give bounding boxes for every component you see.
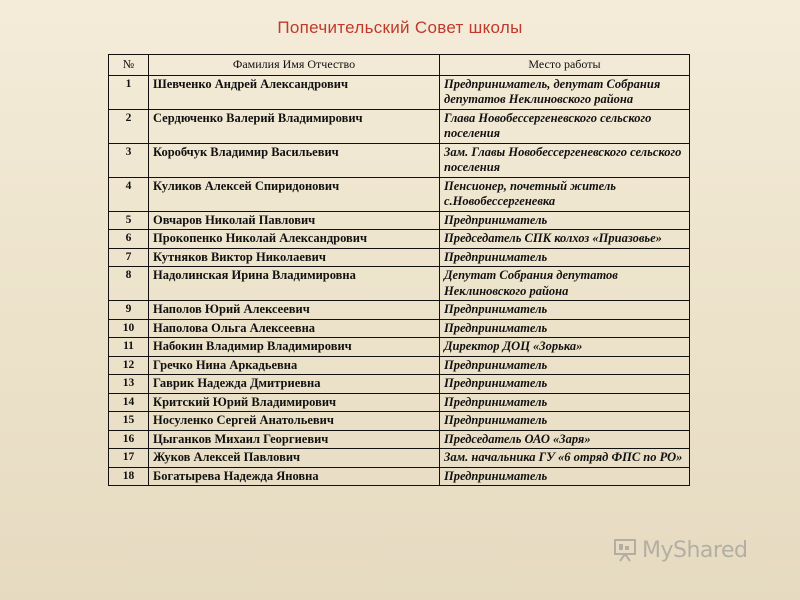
row-number: 8 <box>109 267 149 301</box>
header-workplace: Место работы <box>440 55 690 76</box>
table-row <box>109 375 690 394</box>
table-row <box>109 211 690 230</box>
row-number: 9 <box>109 301 149 320</box>
header-full-name: Фамилия Имя Отчество <box>149 55 440 76</box>
table-row <box>109 467 690 486</box>
row-number: 11 <box>109 338 149 357</box>
row-number: 15 <box>109 412 149 431</box>
row-workplace: Предприниматель <box>440 412 690 431</box>
row-workplace: Председатель ОАО «Заря» <box>440 430 690 449</box>
table-row <box>109 267 690 301</box>
row-full-name: Богатырева Надежда Яновна <box>149 467 440 486</box>
table-row <box>109 230 690 249</box>
row-workplace: Предприниматель <box>440 356 690 375</box>
row-number: 12 <box>109 356 149 375</box>
table-header-row <box>109 55 690 76</box>
row-number: 16 <box>109 430 149 449</box>
watermark-text: MyShared <box>642 537 748 563</box>
row-full-name: Жуков Алексей Павлович <box>149 449 440 468</box>
row-number: 10 <box>109 319 149 338</box>
row-full-name: Надолинская Ирина Владимировна <box>149 267 440 301</box>
row-full-name: Куликов Алексей Спиридонович <box>149 177 440 211</box>
myshared-watermark <box>612 537 747 563</box>
header-number: № <box>109 55 149 76</box>
row-workplace: Предприниматель <box>440 211 690 230</box>
row-full-name: Коробчук Владимир Васильевич <box>149 143 440 177</box>
row-full-name: Гаврик Надежда Дмитриевна <box>149 375 440 394</box>
row-full-name: Прокопенко Николай Александрович <box>149 230 440 249</box>
row-workplace: Предприниматель <box>440 319 690 338</box>
table-row <box>109 449 690 468</box>
row-full-name: Цыганков Михаил Георгиевич <box>149 430 440 449</box>
row-workplace: Предприниматель <box>440 301 690 320</box>
trustees-table <box>108 54 690 486</box>
row-number: 4 <box>109 177 149 211</box>
row-number: 14 <box>109 393 149 412</box>
row-workplace: Зам. начальника ГУ «6 отряд ФПС по РО» <box>440 449 690 468</box>
row-full-name: Кутняков Виктор Николаевич <box>149 248 440 267</box>
row-number: 2 <box>109 109 149 143</box>
table-row <box>109 248 690 267</box>
row-workplace: Предприниматель <box>440 393 690 412</box>
row-number: 5 <box>109 211 149 230</box>
row-workplace: Предприниматель <box>440 248 690 267</box>
table-row <box>109 412 690 431</box>
table-row <box>109 319 690 338</box>
row-number: 1 <box>109 75 149 109</box>
row-full-name: Носуленко Сергей Анатольевич <box>149 412 440 431</box>
row-full-name: Наполов Юрий Алексеевич <box>149 301 440 320</box>
row-workplace: Предприниматель <box>440 375 690 394</box>
row-number: 13 <box>109 375 149 394</box>
row-number: 6 <box>109 230 149 249</box>
row-full-name: Наполова Ольга Алексеевна <box>149 319 440 338</box>
row-workplace: Депутат Собрания депутатов Неклиновского района <box>440 267 690 301</box>
page-title: Попечительский Совет школы <box>277 18 523 37</box>
row-full-name: Набокин Владимир Владимирович <box>149 338 440 357</box>
row-number: 18 <box>109 467 149 486</box>
row-workplace: Предприниматель <box>440 467 690 486</box>
row-full-name: Сердюченко Валерий Владимирович <box>149 109 440 143</box>
row-workplace: Пенсионер, почетный житель с.Новобессергеневка <box>440 177 690 211</box>
row-workplace: Председатель СПК колхоз «Приазовье» <box>440 230 690 249</box>
row-number: 7 <box>109 248 149 267</box>
row-full-name: Шевченко Андрей Александрович <box>149 75 440 109</box>
row-number: 17 <box>109 449 149 468</box>
row-full-name: Овчаров Николай Павлович <box>149 211 440 230</box>
row-number: 3 <box>109 143 149 177</box>
row-full-name: Критский Юрий Владимирович <box>149 393 440 412</box>
table-row <box>109 356 690 375</box>
row-workplace: Предприниматель, депутат Собрания депутатов Неклиновского района <box>440 75 690 109</box>
table-row <box>109 109 690 143</box>
row-workplace: Директор ДОЦ «Зорька» <box>440 338 690 357</box>
table-row <box>109 143 690 177</box>
row-workplace: Глава Новобессергеневского сельского поселения <box>440 109 690 143</box>
row-full-name: Гречко Нина Аркадьевна <box>149 356 440 375</box>
presentation-board-icon <box>612 537 638 563</box>
table-row <box>109 430 690 449</box>
table-row <box>109 177 690 211</box>
row-workplace: Зам. Главы Новобессергеневского сельского поселения <box>440 143 690 177</box>
table-row <box>109 338 690 357</box>
table-row <box>109 301 690 320</box>
table-row <box>109 75 690 109</box>
table-row <box>109 393 690 412</box>
